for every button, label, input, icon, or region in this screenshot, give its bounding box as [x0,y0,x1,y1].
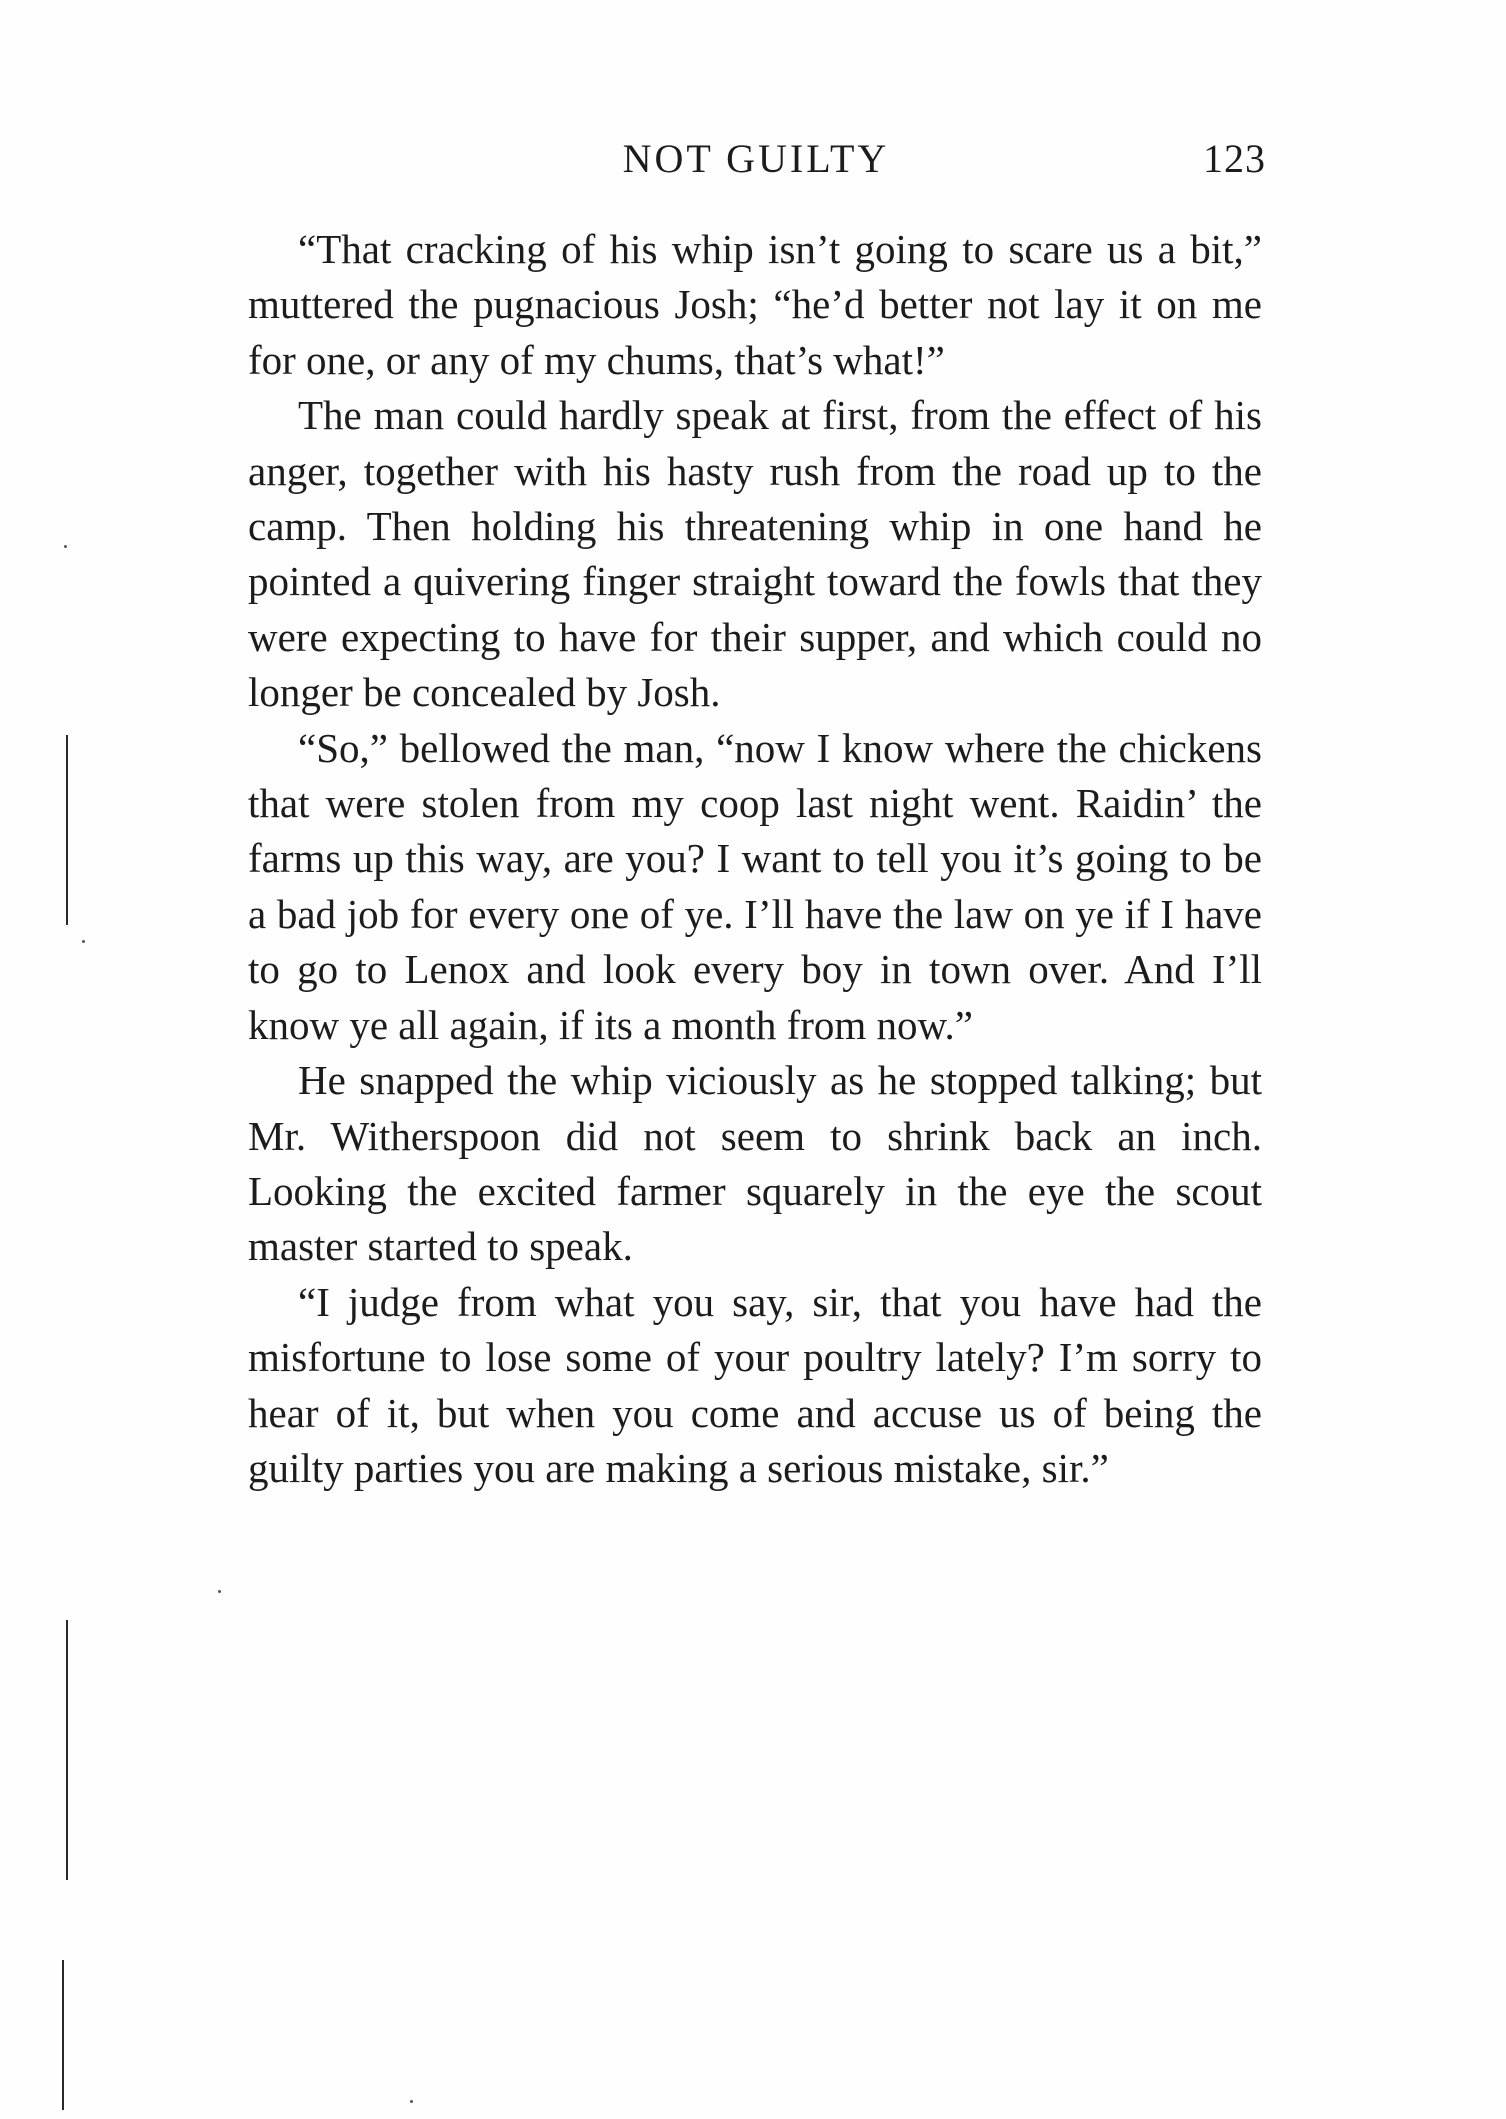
paragraph: He snapped the whip viciously as he stopped talking; but Mr. Witherspoon did not seem to shrink back an inch. Looking the excited farmer squarely in the eye the scout master started to speak. [248,1057,1262,1270]
paragraph: “So,” bellowed the man, “now I know where the chickens that were stolen from my coop last night went. Raidin’ the farms up this way, are you? I want to tell you it’s going to be a bad job for every one of ye. I’ll have the law on ye if I have to go to Lenox and look every boy in town over. And I’ll know ye all again, if its a month from now.” [248,724,1262,1048]
paragraph: “That cracking of his whip isn’t going to scare us a bit,” muttered the pugnacious Josh; “he’d better not lay it on me for one, or any of my chums, that’s what!” [248,226,1262,383]
paragraph: “I judge from what you say, sir, that you have had the misfortune to lose some of your poultry lately? I’m sorry to hear of it, but when you come and accuse us of being the guilty parties you are making a serious mistake, sir.” [248,1278,1262,1491]
scan-speck [82,940,85,943]
scan-speck [410,2100,413,2103]
running-title: NOT GUILTY [622,136,890,181]
page-number: 123 [1203,136,1266,181]
running-head [246,134,1266,184]
body-text [248,222,1262,1496]
gutter-shadow-line [62,1960,64,2110]
gutter-shadow-line [66,735,68,925]
scan-speck [218,1590,221,1593]
gutter-shadow-line [66,1620,68,1880]
scan-speck [64,545,67,548]
paragraph: The man could hardly speak at first, from the effect of his anger, together with his hasty rush from the road up to the camp. Then holding his threatening whip in one hand he pointed a quivering finger straight toward the fowls that they were expecting to have for their supper, and which could no longer be concealed by Josh. [248,392,1262,716]
